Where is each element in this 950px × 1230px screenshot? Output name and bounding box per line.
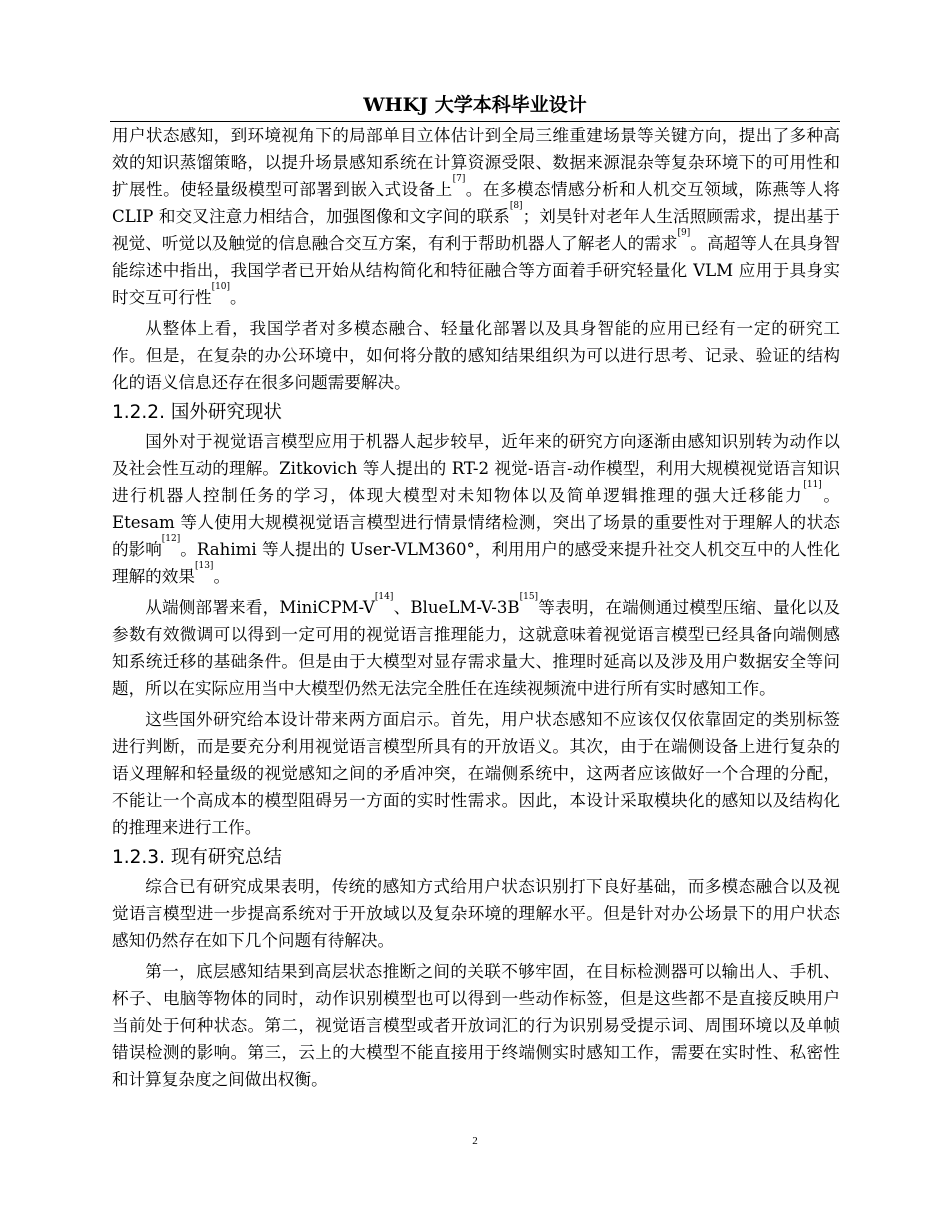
paragraph-foreign-research <box>112 428 840 590</box>
header-title: WHKJ 大学本科毕业设计 <box>363 94 587 116</box>
citation-7: [7] <box>452 174 466 184</box>
citation-9: [9] <box>677 228 691 238</box>
text-run: 国外对于视觉语言模型应用于机器人起步较早，近年来的研究方向逐渐由感知识别转为动作以及社会性互动的理解。Zitkovich 等人提出的 RT-2 视觉-语言-动作模型，利用大规模视觉语言知识进行机器人控制任务的学习，体现大模型对未知物体以及简单逻辑推理的强大迁移能力 <box>112 432 840 505</box>
paragraph-domestic-summary: 从整体上看，我国学者对多模态融合、轻量化部署以及具身智能的应用已经有一定的研究工作。但是，在复杂的办公环境中，如何将分散的感知结果组织为可以进行思考、记录、验证的结构化的语义信息还存在很多问题需要解决。 <box>112 319 840 392</box>
citation-12: [12] <box>161 534 181 544</box>
citation-8: [8] <box>509 201 523 211</box>
text-run: 、BlueLM-V-3B <box>393 598 520 617</box>
citation-13: [13] <box>194 561 214 571</box>
section-heading-1-2-2: 1.2.2. 国外研究现状 <box>112 402 282 423</box>
citation-14: [14] <box>374 592 394 602</box>
section-heading-1-2-3: 1.2.3. 现有研究总结 <box>112 847 282 868</box>
page-number: 2 <box>472 1135 478 1147</box>
citation-11: [11] <box>803 480 822 490</box>
paragraph-edge-deployment <box>112 594 840 702</box>
text-run: 。在多模态情感分析和人机交互领域，陈燕等人将 CLIP 和交叉注意力相结合，加强图像和文字间的联系 <box>112 180 841 226</box>
text-run: 等表明，在端侧通过模型压缩、量化以及参数有效微调可以得到一定可用的视觉语言推理能力，这就意味着视觉语言模型已经具备向端侧感知系统迁移的基础条件。但是由于大模型对显存需求量大、推理时延高以及涉及用户数据安全等问题，所以在实际应用当中大模型仍然无法完全胜任在连续视频流中进行所有实时感知工作。 <box>112 598 840 698</box>
running-header <box>110 93 840 122</box>
text-run: 用户状态感知，到环境视角下的局部单目立体估计到全局三维重建场景等关键方向，提出了多种高效的知识蒸馏策略，以提升场景感知系统在计算资源受限、数据来源混杂等复杂环境下的可用性和扩展性。使轻量级模型可部署到嵌入式设备上 <box>112 126 840 199</box>
paragraph-summary: 综合已有研究成果表明，传统的感知方式给用户状态识别打下良好基础，而多模态融合以及视觉语言模型进一步提高系统对于开放域以及复杂环境的理解水平。但是针对办公场景下的用户状态感知仍然存在如下几个问题有待解决。 <box>112 877 840 950</box>
text-run: 。 <box>213 567 231 586</box>
text-run: 。高超等人在具身智能综述中指出，我国学者已开始从结构简化和特征融合等方面着手研究轻量化 VLM 应用于具身实时交互可行性 <box>112 234 841 307</box>
text-run: 。 <box>230 288 247 307</box>
text-run: ；刘昊针对老年人生活照顾需求，提出基于视觉、听觉以及触觉的信息融合交互方案，有利于帮助机器人了解老人的需求 <box>112 207 840 253</box>
page-body <box>112 122 840 1093</box>
text-run: 。Etesam 等人使用大规模视觉语言模型进行情景情绪检测，突出了场景的重要性对于理解人的状态的影响 <box>112 486 841 559</box>
paragraph-problems: 第一，底层感知结果到高层状态推断之间的关联不够牢固，在目标检测器可以输出人、手机、杯子、电脑等物体的同时，动作识别模型也可以得到一些动作标签，但是这些都不是直接反映用户当前处于何种状态。第二，视觉语言模型或者开放词汇的行为识别易受提示词、周围环境以及单帧错误检测的影响。第三，云上的大模型不能直接用于终端侧实时感知工作，需要在实时性、私密性和计算复杂度之间做出权衡。 <box>112 962 840 1089</box>
citation-15: [15] <box>519 592 539 602</box>
citation-10: [10] <box>211 282 231 292</box>
paragraph-domestic-research <box>112 122 840 311</box>
text-run: 从端侧部署来看，MiniCPM-V <box>145 598 375 617</box>
text-run: 。Rahimi 等人提出的 User-VLM360°，利用用户的感受来提升社交人机交互中的人性化理解的效果 <box>112 540 841 586</box>
paragraph-implications: 这些国外研究给本设计带来两方面启示。首先，用户状态感知不应该仅仅依靠固定的类别标签进行判断，而是要充分利用视觉语言模型所具有的开放语义。其次，由于在端侧设备上进行复杂的语义理解和轻量级的视觉感知之间的矛盾冲突，在端侧系统中，这两者应该做好一个合理的分配，不能让一个高成本的模型阻碍另一方面的实时性需求。因此，本设计采取模块化的感知以及结构化的推理来进行工作。 <box>112 710 840 837</box>
